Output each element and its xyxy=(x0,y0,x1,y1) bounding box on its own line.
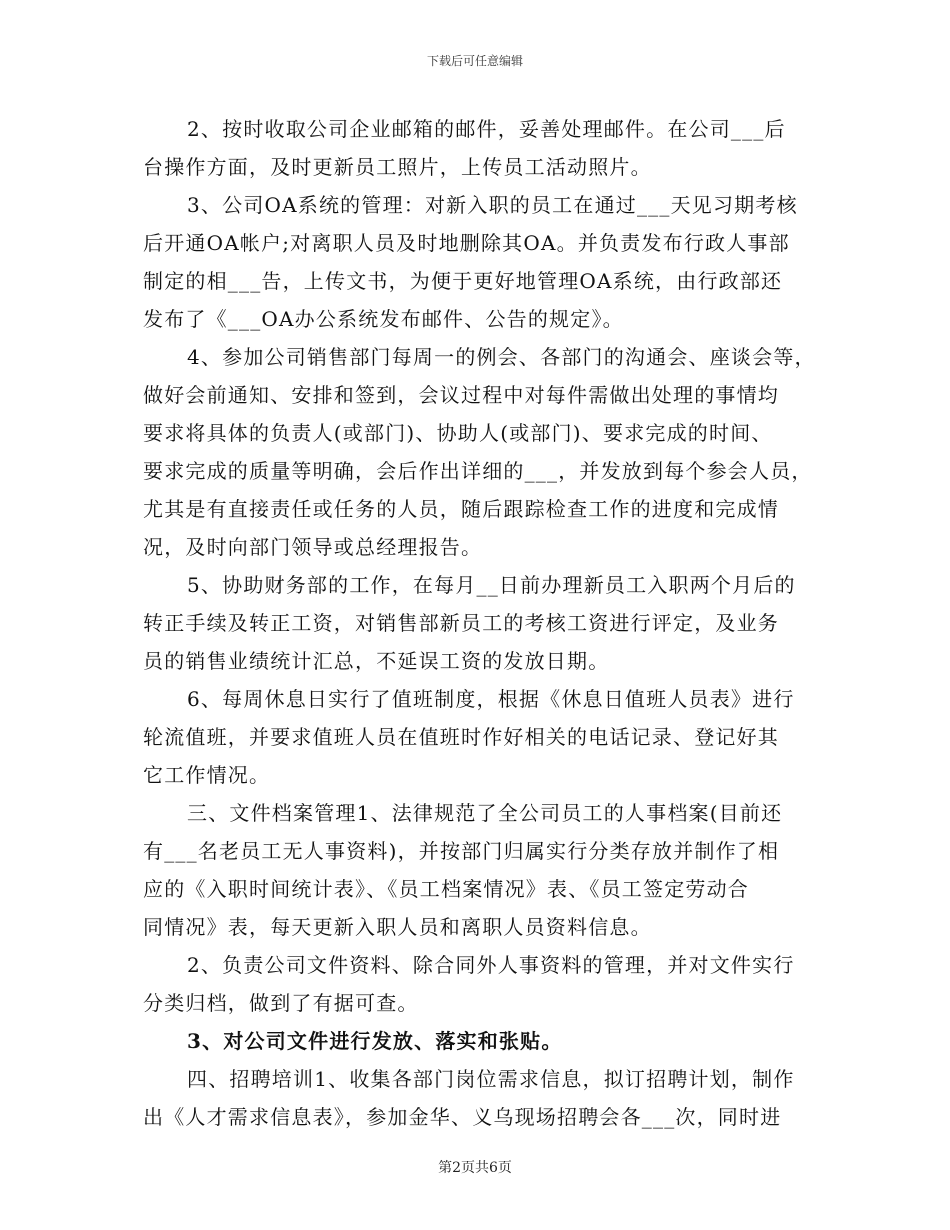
text-line: 有___名老员工无人事资料)，并按部门归属实行分类存放并制作了相 xyxy=(143,839,780,863)
paragraph-section-3-item-3 xyxy=(143,1022,811,1060)
paragraph-section-3 xyxy=(143,794,811,946)
text-line: 同情况》表，每天更新入职人员和离职人员资料信息。 xyxy=(143,915,652,939)
text-line: 分类归档，做到了有据可查。 xyxy=(143,991,419,1015)
text-line: 4、参加公司销售部门每周一的例会、各部门的沟通会、座谈会等， xyxy=(187,345,816,369)
text-line: 四、招聘培训1、收集各部门岗位需求信息，拟订招聘计划，制作 xyxy=(187,1067,795,1091)
text-line: 制定的相___告，上传文书，为便于更好地管理OA系统，由行政部还 xyxy=(143,269,783,293)
text-line: 6、每周休息日实行了值班制度，根据《休息日值班人员表》进行 xyxy=(187,687,795,711)
text-line: 2、按时收取公司企业邮箱的邮件，妥善处理邮件。在公司___后 xyxy=(187,117,786,141)
text-line: 三、文件档案管理1、法律规范了全公司员工的人事档案(目前还 xyxy=(187,801,783,825)
text-line: 2、负责公司文件资料、除合同外人事资料的管理，并对文件实行 xyxy=(187,953,795,977)
text-line: 况，及时向部门领导或总经理报告。 xyxy=(143,535,483,559)
paragraph-item-5 xyxy=(143,566,811,680)
text-line: 轮流值班，并要求值班人员在值班时作好相关的电话记录、登记好其 xyxy=(143,725,779,749)
paragraph-item-6 xyxy=(143,680,811,794)
paragraph-item-2 xyxy=(143,110,811,186)
text-line: 后开通OA帐户;对离职人员及时地删除其OA。并负责发布行政人事部 xyxy=(143,231,790,255)
text-line: 3、对公司文件进行发放、落实和张贴。 xyxy=(187,1029,563,1053)
text-line: 尤其是有直接责任或任务的人员，随后跟踪检查工作的进度和完成情 xyxy=(143,497,779,521)
paragraph-item-3 xyxy=(143,186,811,338)
text-line: 要求完成的质量等明确，会后作出详细的___，并发放到每个参会人员， xyxy=(143,459,813,483)
paragraph-item-4 xyxy=(143,338,816,566)
paragraph-section-3-item-2 xyxy=(143,946,811,1022)
text-line: 发布了《___OA办公系统发布邮件、公告的规定》。 xyxy=(143,307,624,331)
text-line: 员的销售业绩统计汇总，不延误工资的发放日期。 xyxy=(143,649,610,673)
text-line: 3、公司OA系统的管理：对新入职的员工在通过___天见习期考核 xyxy=(187,193,798,217)
text-line: 要求将具体的负责人(或部门)、协助人(或部门)、要求完成的时间、 xyxy=(143,421,773,445)
text-line: 5、协助财务部的工作，在每月__日前办理新员工入职两个月后的 xyxy=(187,573,796,597)
text-line: 应的《入职时间统计表》、《员工档案情况》表、《员工签定劳动合 xyxy=(143,877,749,901)
text-line: 做好会前通知、安排和签到，会议过程中对每件需做出处理的事情均 xyxy=(143,383,779,407)
text-line: 转正手续及转正工资，对销售部新员工的考核工资进行评定，及业务 xyxy=(143,611,779,635)
text-line: 它工作情况。 xyxy=(143,763,271,787)
text-line: 台操作方面，及时更新员工照片，上传员工活动照片。 xyxy=(143,155,652,179)
text-line: 出《人才需求信息表》，参加金华、义乌现场招聘会各___次，同时进 xyxy=(143,1105,782,1129)
document-body xyxy=(143,110,816,1136)
page-number: 第2页共6页 xyxy=(438,1160,512,1176)
page-header: 下载后可任意编辑 xyxy=(426,54,523,68)
paragraph-section-4 xyxy=(143,1060,811,1136)
